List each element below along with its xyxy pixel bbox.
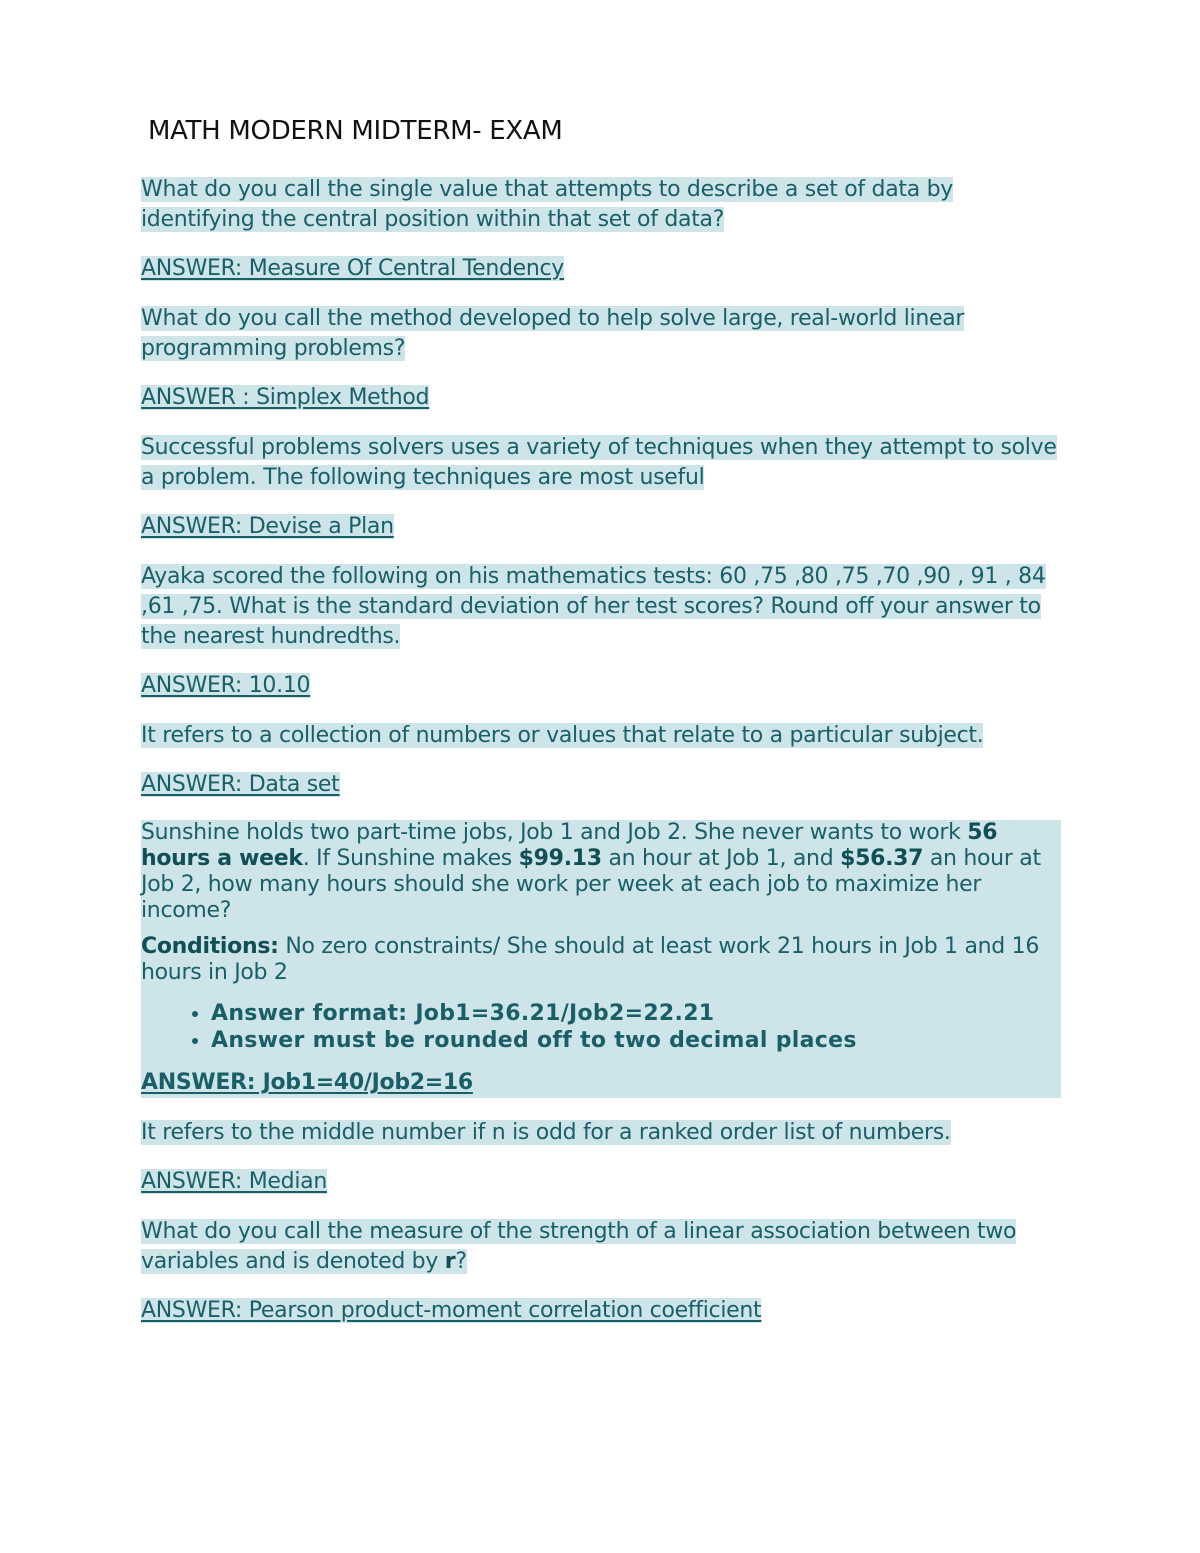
list-item: • Answer format: Job1=36.21/Job2=22.21 <box>211 1000 1061 1027</box>
question-5: It refers to a collection of numbers or values that relate to a particular subject. <box>141 723 984 748</box>
answer-5: ANSWER: Data set <box>141 772 340 797</box>
question-2: What do you call the method developed to help solve large, real-world linear programming problems? <box>141 306 965 361</box>
answer-4: ANSWER: 10.10 <box>141 673 311 698</box>
answer-8: ANSWER: Pearson product-moment correlation coefficient <box>141 1298 762 1323</box>
question-4: Ayaka scored the following on his mathematics tests: 60 ,75 ,80 ,75 ,70 ,90 , 91 , 84 ,61 ,75. What is the standard deviation of her test scores? Round off your answer to the nearest hundredths. <box>141 564 1046 649</box>
answer-3: ANSWER: Devise a Plan <box>141 514 394 539</box>
exam-content <box>141 175 1061 1346</box>
question-6-block <box>141 820 1061 1098</box>
question-7: It refers to the middle number if n is odd for a ranked order list of numbers. <box>141 1120 951 1145</box>
answer-6: ANSWER: Job1=40/Job2=16 <box>141 1070 473 1095</box>
page-title: MATH MODERN MIDTERM- EXAM <box>148 116 563 146</box>
answer-1: ANSWER: Measure Of Central Tendency <box>141 256 565 281</box>
answer-2: ANSWER : Simplex Method <box>141 385 430 410</box>
list-item: • Answer must be rounded off to two decimal places <box>211 1027 1061 1054</box>
conditions: Conditions: No zero constraints/ She should at least work 21 hours in Job 1 and 16 hours in Job 2 <box>141 934 1040 985</box>
question-1: What do you call the single value that attempts to describe a set of data by identifying the central position within that set of data? <box>141 177 953 232</box>
answer-rules-list <box>141 1000 1061 1054</box>
question-8: What do you call the measure of the strength of a linear association between two variables and is denoted by r? <box>141 1219 1017 1274</box>
question-3: Successful problems solvers uses a variety of techniques when they attempt to solve a problem. The following techniques are most useful <box>141 435 1057 490</box>
question-6: Sunshine holds two part-time jobs, Job 1 and Job 2. She never wants to work 56 hours a week. If Sunshine makes $99.13 an hour at Job 1, and $56.37 an hour at Job 2, how many hours should she work per week at each job to maximize her income? <box>141 820 1041 923</box>
answer-7: ANSWER: Median <box>141 1169 327 1194</box>
